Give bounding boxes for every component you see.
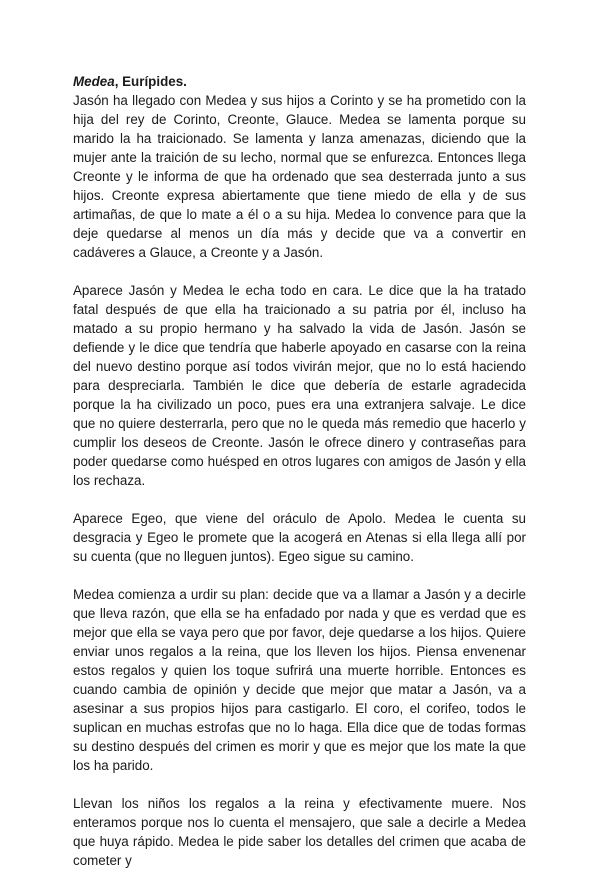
- document-title: [73, 72, 526, 91]
- title-work: Medea: [73, 74, 115, 89]
- paragraph-2: Aparece Jasón y Medea le echa todo en cara. Le dice que la ha tratado fatal después de que ella ha traicionado a su patria por él, incluso ha matado a su propio hermano y ha salvado la vida de Jasón. Jasón se defiende y le dice que tendría que haberle apoyado en casarse con la reina del nuevo destino porque así todos vivirán mejor, que no lo está haciendo para despreciarla. También le dice que debería de estarle agradecida porque la ha civilizado un poco, pues era una extranjera salvaje. Le dice que no quiere desterrarla, pero que no le queda más remedio que hacerlo y cumplir los deseos de Creonte. Jasón le ofrece dinero y contraseñas para poder quedarse como huésped en otros lugares con amigos de Jasón y ella los rechaza.: [73, 283, 526, 488]
- paragraph-1: Jasón ha llegado con Medea y sus hijos a Corinto y se ha prometido con la hija del rey de Corinto, Creonte, Glauce. Medea se lamenta porque su marido la ha traicionado. Se lamenta y lanza amenazas, diciendo que la mujer ante la traición de su lecho, normal que se enfurezca. Entonces llega Creonte y le informa de que ha ordenado que sea desterrada junto a sus hijos. Creonte expresa abiertamente que tiene miedo de ella y de sus artimañas, de que lo mate a él o a su hija. Medea lo convence para que la deje quedarse al menos un día más y decide que va a convertir en cadáveres a Glauce, a Creonte y a Jasón.: [73, 93, 526, 260]
- paragraph-4: Medea comienza a urdir su plan: decide que va a llamar a Jasón y a decirle que lleva razón, que ella se ha enfadado por nada y que es verdad que es mejor que ella se vaya pero que por favor, deje quedarse a los hijos. Quiere enviar unos regalos a la reina, que los lleven los hijos. Piensa envenenar estos regalos y quien los toque sufrirá una muerte horrible. Entonces es cuando cambia de opinión y decide que mejor que matar a Jasón, va a asesinar a sus propios hijos para castigarlo. El coro, el corifeo, todos le suplican en muchas estrofas que no lo haga. Ella dice que de todas formas su destino después del crimen es morir y que es mejor que los mate la que los ha parido.: [73, 587, 526, 773]
- paragraph-3: Aparece Egeo, que viene del oráculo de Apolo. Medea le cuenta su desgracia y Egeo le promete que la acogerá en Atenas si ella llega allí por su cuenta (que no lleguen juntos). Egeo sigue su camino.: [73, 511, 526, 564]
- title-author: , Eurípides.: [114, 74, 187, 89]
- document-body: [73, 72, 526, 889]
- paragraph-5: Llevan los niños los regalos a la reina y efectivamente muere. Nos enteramos porque nos lo cuenta el mensajero, que sale a decirle a Medea que huya rápido. Medea le pide saber los detalles del crimen que acaba de cometer y: [73, 796, 526, 868]
